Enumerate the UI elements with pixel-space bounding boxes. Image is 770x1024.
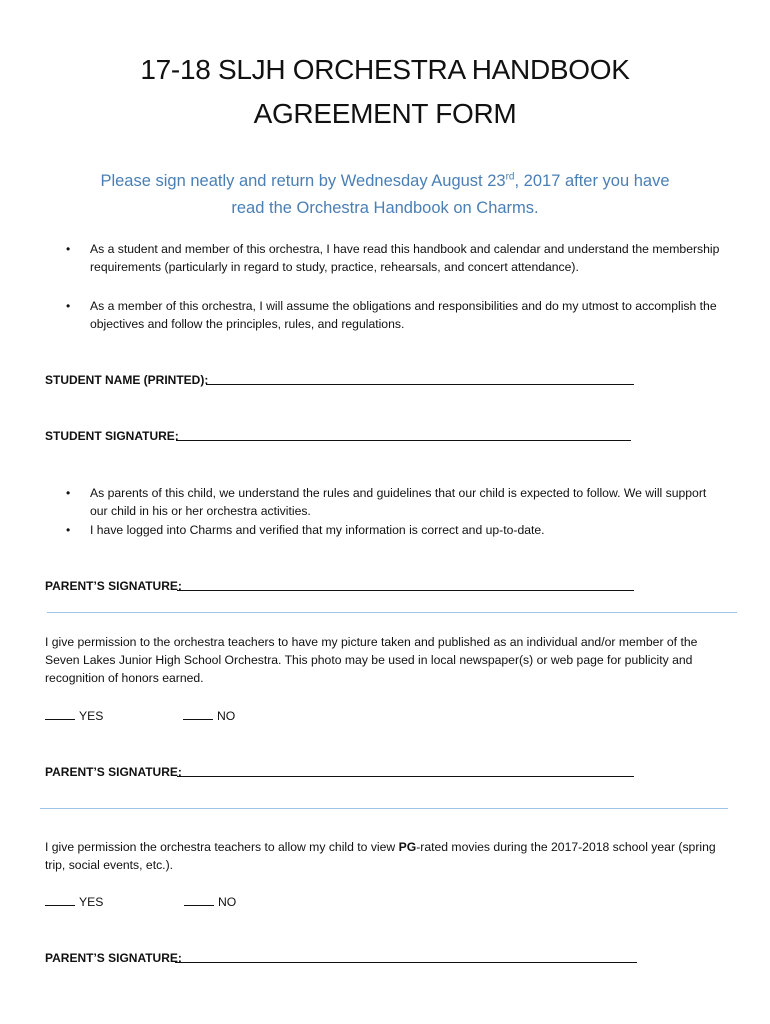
photo-yes-blank[interactable] — [45, 709, 75, 720]
parent-signature-field-3[interactable] — [175, 962, 637, 963]
student-name-field[interactable] — [206, 384, 634, 385]
movie-yes-option[interactable] — [45, 893, 103, 911]
parent-signature-label: PARENT’S SIGNATURE: — [45, 579, 182, 593]
return-instructions-part-1: Please sign neatly and return by Wednesday August 23 — [100, 172, 506, 190]
return-instructions — [40, 168, 730, 195]
bullet-icon: • — [66, 486, 71, 500]
form-title-line-2: AGREEMENT FORM — [253, 98, 517, 129]
parent-signature-field-2[interactable] — [177, 776, 634, 777]
parent-signature-label: PARENT’S SIGNATURE: — [45, 765, 182, 779]
movie-no-blank[interactable] — [184, 895, 214, 906]
date-ordinal-suffix: rd — [505, 171, 515, 183]
student-agreement-2: As a member of this orchestra, I will assume the obligations and responsibilities and do my utmost to accomplish the objectives and follow the principles, rules, and regulations. — [90, 299, 717, 331]
movie-permission-part-2: -rated movies during the 2017-2018 school year (spring trip, social events, etc.). — [45, 840, 716, 872]
parent-signature-field-1[interactable] — [177, 590, 634, 591]
bullet-icon: • — [66, 523, 71, 537]
photo-yes-option[interactable] — [45, 707, 103, 725]
photo-no-label: NO — [217, 709, 236, 723]
bullet-icon: • — [66, 242, 71, 256]
movie-permission-part-1: I give permission the orchestra teachers to allow my child to view — [45, 840, 399, 854]
bullet-icon: • — [66, 299, 71, 313]
movie-no-option[interactable] — [184, 893, 236, 911]
form-title-line-1: 17-18 SLJH ORCHESTRA HANDBOOK — [140, 54, 630, 85]
movie-no-label: NO — [218, 895, 237, 909]
parent-agreement-2: I have logged into Charms and verified that my information is correct and up-to-date. — [90, 523, 545, 537]
parent-signature-label: PARENT’S SIGNATURE: — [45, 951, 182, 965]
photo-no-option[interactable] — [183, 707, 235, 725]
student-signature-label: STUDENT SIGNATURE: — [45, 429, 179, 443]
parent-agreement-1: As parents of this child, we understand the rules and guidelines that our child is expected to follow. We will support our child in his or her orchestra activities. — [90, 486, 707, 518]
return-instructions-line-2: read the Orchestra Handbook on Charms. — [231, 199, 539, 217]
movie-permission-text — [45, 838, 725, 874]
photo-permission-text: I give permission to the orchestra teachers to have my picture taken and published as an individual and/or member of the Seven Lakes Junior High School Orchestra. This photo may be used in local newspaper(s) or web page for publicity and recognition of honors earned. — [45, 635, 698, 685]
return-instructions-part-2: , 2017 after you have — [514, 172, 670, 190]
section-divider — [40, 808, 728, 809]
student-signature-field[interactable] — [176, 440, 631, 441]
student-name-label: STUDENT NAME (PRINTED): — [45, 373, 209, 387]
movie-yes-label: YES — [79, 895, 104, 909]
student-agreement-1: As a student and member of this orchestra, I have read this handbook and calendar and understand the membership requirements (particularly in regard to study, practice, rehearsals, and concert attendance). — [90, 242, 720, 274]
photo-yes-label: YES — [79, 709, 104, 723]
pg-rating: PG — [398, 840, 417, 854]
section-divider — [47, 612, 737, 613]
photo-no-blank[interactable] — [183, 709, 213, 720]
movie-yes-blank[interactable] — [45, 895, 75, 906]
